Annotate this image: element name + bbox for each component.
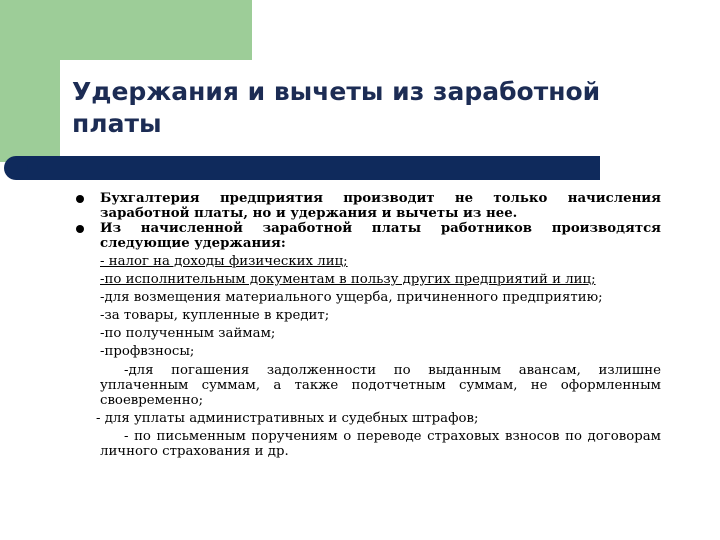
bar-line — [16, 156, 600, 180]
deduction-item: -для погашения задолженности по выданным авансам, излишне уплаченным суммам, а также подотчетным суммам, не оформленным своевременно; — [100, 363, 661, 408]
deduction-item — [76, 271, 661, 289]
bullet-text: Бухгалтерия предприятия производит не только начисления заработной платы, но и удержания и вычеты из нее. — [100, 191, 661, 221]
deduction-item: -по полученным займам; — [100, 326, 276, 341]
bullet-item — [76, 191, 661, 221]
bullet-item — [76, 221, 661, 251]
deduction-item: - для уплаты административных и судебных штрафов; — [96, 411, 479, 426]
deduction-item: - по письменным поручениям о переводе страховых взносов по договорам личного страхования и др. — [100, 429, 661, 459]
slide-title: Удержания и вычеты из заработной платы — [72, 77, 601, 138]
deduction-item: -профвзносы; — [100, 344, 195, 359]
bar-circle — [4, 156, 28, 180]
bullet-icon — [76, 195, 84, 203]
deduction-text: - налог на доходы физических лиц; — [100, 254, 348, 269]
deduction-text: -по исполнительным документам в пользу других предприятий и лиц; — [100, 272, 596, 287]
deduction-item: -за товары, купленные в кредит; — [100, 308, 330, 323]
title-underline-bar — [4, 156, 600, 180]
bullet-icon — [76, 225, 84, 233]
bullet-text: Из начисленной заработной платы работников производятся следующие удержания: — [100, 221, 661, 251]
deduction-item: -для возмещения материального ущерба, причиненного предприятию; — [100, 290, 603, 305]
deduction-item — [76, 253, 661, 271]
slide-body — [76, 191, 661, 459]
